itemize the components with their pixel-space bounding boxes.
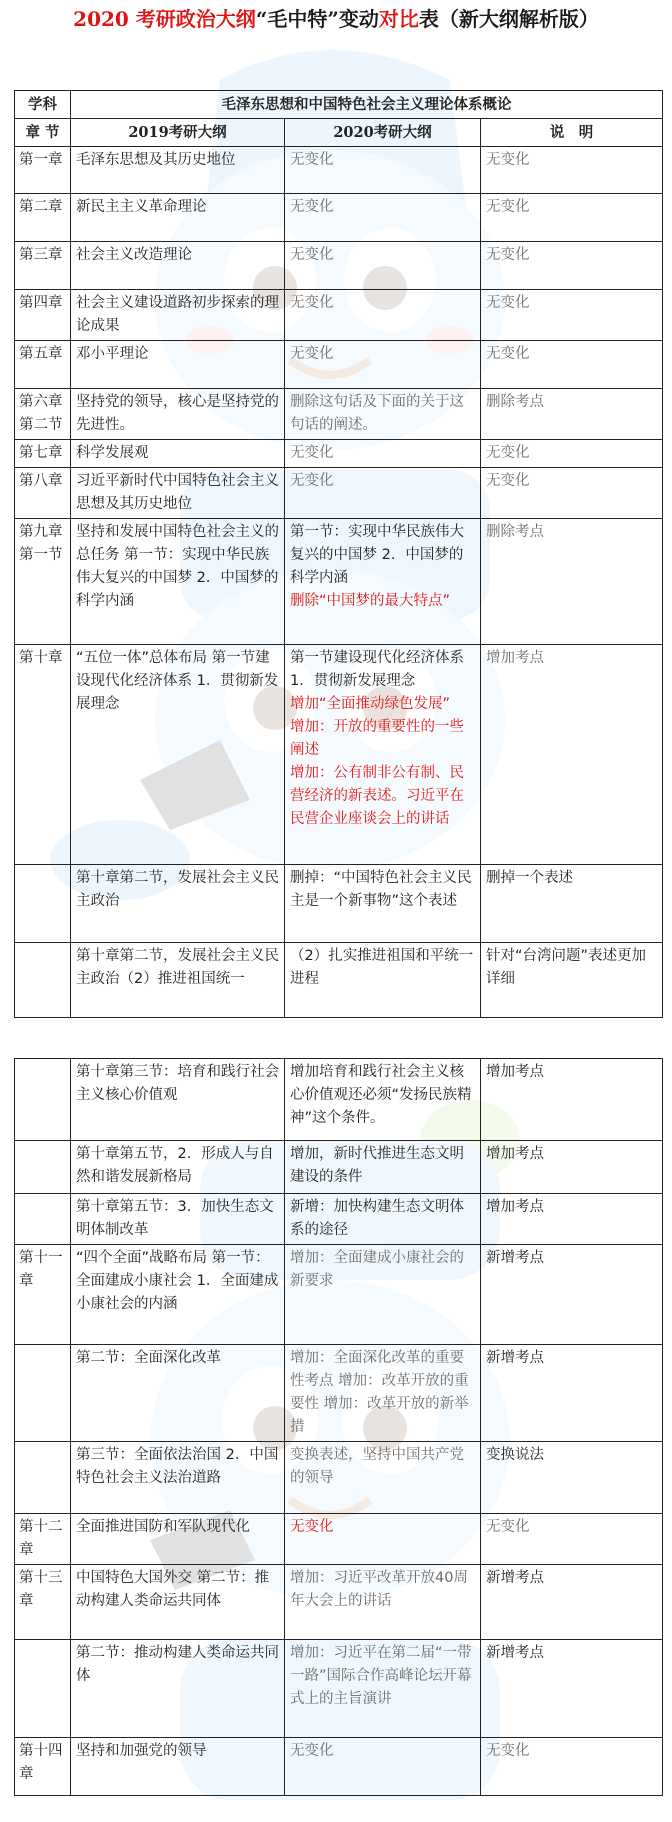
- table-row: [15, 468, 663, 519]
- outline-2020-cell: 增加：习近平在第二届“一带一路”国际合作高峰论坛开幕式上的主旨演讲: [285, 1640, 481, 1738]
- outline-2019-cell: 坚持党的领导，核心是坚持党的先进性。: [71, 389, 285, 440]
- note-cell: 增加考点: [481, 1059, 663, 1141]
- outline-2019-cell: “四个全面”战略布局 第一节：全面建成小康社会 1．全面建成小康社会的内涵: [71, 1245, 285, 1345]
- chapter-cell: 第十二章: [15, 1514, 71, 1565]
- chapter-header: 章 节: [15, 119, 71, 147]
- table-row: [15, 389, 663, 440]
- subject-row: [15, 91, 663, 119]
- note-cell: 无变化: [481, 194, 663, 242]
- outline-2020-cell: 增加：全面建成小康社会的新要求: [285, 1245, 481, 1345]
- note-cell: 无变化: [481, 242, 663, 290]
- comparison-table-2: [14, 1058, 663, 1796]
- outline-2019-cell: 第二节：全面深化改革: [71, 1345, 285, 1442]
- col-note-header: 说 明: [481, 119, 663, 147]
- note-cell: 删除考点: [481, 519, 663, 645]
- outline-2019-cell: 新民主主义革命理论: [71, 194, 285, 242]
- outline-2020-cell: 无变化: [285, 468, 481, 519]
- chapter-cell: 第十四章: [15, 1738, 71, 1796]
- outline-2019-cell: 坚持和发展中国特色社会主义的总任务 第一节：实现中华民族伟大复兴的中国梦 2．中国梦的科学内涵: [71, 519, 285, 645]
- table-row: [15, 1345, 663, 1442]
- outline-2020-cell: 无变化: [285, 1738, 481, 1796]
- chapter-cell: 第六章第二节: [15, 389, 71, 440]
- outline-2019-cell: 第三节：全面依法治国 2．中国特色社会主义法治道路: [71, 1442, 285, 1514]
- outline-2020-cell: 增加培育和践行社会主义核心价值观还必须“发扬民族精神”这个条件。: [285, 1059, 481, 1141]
- table-row: [15, 242, 663, 290]
- chapter-cell: [15, 1442, 71, 1514]
- note-cell: 新增考点: [481, 1245, 663, 1345]
- outline-2020-cell: 无变化: [285, 1514, 481, 1565]
- chapter-cell: [15, 865, 71, 943]
- outline-2020-cell: （2）扎实推进祖国和平统一进程: [285, 943, 481, 1018]
- outline-2019-cell: 毛泽东思想及其历史地位: [71, 147, 285, 194]
- chapter-cell: 第十一章: [15, 1245, 71, 1345]
- table-row: [15, 341, 663, 389]
- chapter-cell: [15, 1345, 71, 1442]
- title-part-2: “毛中特”: [255, 7, 339, 31]
- outline-2019-cell: 邓小平理论: [71, 341, 285, 389]
- outline-2020-text: 第一节建设现代化经济体系 1．贯彻新发展理念: [290, 650, 464, 689]
- outline-2020-cell: 无变化: [285, 290, 481, 341]
- table-row: [15, 1442, 663, 1514]
- chapter-cell: 第九章第一节: [15, 519, 71, 645]
- header-row: [15, 119, 663, 147]
- subject-value: 毛泽东思想和中国特色社会主义理论体系概论: [71, 91, 663, 119]
- chapter-cell: 第二章: [15, 194, 71, 242]
- chapter-cell: [15, 1194, 71, 1245]
- outline-2020-red-text: 增加：公有制非公有制、民营经济的新表述。习近平在民营企业座谈会上的讲话: [290, 765, 464, 827]
- table-row: [15, 1059, 663, 1141]
- chapter-cell: 第十三章: [15, 1565, 71, 1640]
- note-cell: 新增考点: [481, 1565, 663, 1640]
- note-cell: 删掉一个表述: [481, 865, 663, 943]
- chapter-cell: 第七章: [15, 440, 71, 468]
- table-row: [15, 440, 663, 468]
- chapter-cell: 第一章: [15, 147, 71, 194]
- note-cell: 无变化: [481, 341, 663, 389]
- outline-2020-cell: 删除这句话及下面的关于这句话的阐述。: [285, 389, 481, 440]
- outline-2020-text: 第一节：实现中华民族伟大复兴的中国梦 2．中国梦的科学内涵: [290, 524, 464, 586]
- chapter-cell: 第八章: [15, 468, 71, 519]
- note-cell: 增加考点: [481, 645, 663, 865]
- chapter-cell: [15, 1141, 71, 1194]
- outline-2019-cell: 第十章第二节，发展社会主义民主政治（2）推进祖国统一: [71, 943, 285, 1018]
- title-part-3: 变动: [338, 7, 379, 31]
- outline-2020-cell: 增加：全面深化改革的重要性考点 增加：改革开放的重要性 增加：改革开放的新举措: [285, 1345, 481, 1442]
- chapter-cell: [15, 1059, 71, 1141]
- note-cell: 无变化: [481, 440, 663, 468]
- note-cell: 无变化: [481, 147, 663, 194]
- outline-2019-cell: 社会主义建设道路初步探索的理论成果: [71, 290, 285, 341]
- note-cell: 新增考点: [481, 1640, 663, 1738]
- table-row: [15, 1141, 663, 1194]
- note-cell: 删除考点: [481, 389, 663, 440]
- table-row: [15, 1245, 663, 1345]
- outline-2020-red-text: 增加“全面推动绿色发展”: [290, 696, 451, 712]
- outline-2020-red-text: 增加：开放的重要性的一些阐述: [290, 719, 464, 758]
- title-part-5: 表（新大纲解析版）: [418, 7, 599, 31]
- chapter-cell: 第四章: [15, 290, 71, 341]
- note-cell: 无变化: [481, 1738, 663, 1796]
- table-row: [15, 1738, 663, 1796]
- outline-2019-cell: 全面推进国防和军队现代化: [71, 1514, 285, 1565]
- outline-2020-cell: 无变化: [285, 147, 481, 194]
- outline-2020-red-text: 删除“中国梦的最大特点”: [290, 593, 451, 609]
- table-row: [15, 865, 663, 943]
- outline-2019-cell: 科学发展观: [71, 440, 285, 468]
- table-row: [15, 1565, 663, 1640]
- note-cell: 针对“台湾问题”表述更加详细: [481, 943, 663, 1018]
- col-2020-header: 2020考研大纲: [285, 119, 481, 147]
- title-part-4: 对比: [378, 7, 419, 31]
- col-2019-header: 2019考研大纲: [71, 119, 285, 147]
- note-cell: 增加考点: [481, 1141, 663, 1194]
- chapter-cell: 第十章: [15, 645, 71, 865]
- title-part-1: 2020 考研政治大纲: [73, 7, 256, 31]
- note-cell: 无变化: [481, 290, 663, 341]
- table-row: [15, 290, 663, 341]
- outline-2019-cell: 中国特色大国外交 第二节：推动构建人类命运共同体: [71, 1565, 285, 1640]
- outline-2019-cell: 习近平新时代中国特色社会主义思想及其历史地位: [71, 468, 285, 519]
- note-cell: 新增考点: [481, 1345, 663, 1442]
- chapter-cell: 第三章: [15, 242, 71, 290]
- outline-2019-cell: 第十章第五节：3．加快生态文明体制改革: [71, 1194, 285, 1245]
- outline-2020-cell: 无变化: [285, 341, 481, 389]
- outline-2019-cell: “五位一体”总体布局 第一节建设现代化经济体系 1．贯彻新发展理念: [71, 645, 285, 865]
- table-row: [15, 1194, 663, 1245]
- outline-2020-cell: [285, 645, 481, 865]
- outline-2019-cell: 第十章第三节：培育和践行社会主义核心价值观: [71, 1059, 285, 1141]
- page-title: [0, 6, 672, 32]
- table-row: [15, 1640, 663, 1738]
- outline-2019-cell: 坚持和加强党的领导: [71, 1738, 285, 1796]
- outline-2020-cell: 新增：加快构建生态文明体系的途径: [285, 1194, 481, 1245]
- chapter-cell: [15, 1640, 71, 1738]
- comparison-table-1: [14, 90, 663, 1018]
- table-row: [15, 147, 663, 194]
- table-row: [15, 519, 663, 645]
- subject-label: 学科: [15, 91, 71, 119]
- note-cell: 无变化: [481, 468, 663, 519]
- table-row: [15, 645, 663, 865]
- outline-2019-cell: 社会主义改造理论: [71, 242, 285, 290]
- table-row: [15, 1514, 663, 1565]
- note-cell: 增加考点: [481, 1194, 663, 1245]
- table-row: [15, 194, 663, 242]
- outline-2020-cell: 增加，新时代推进生态文明建设的条件: [285, 1141, 481, 1194]
- outline-2020-cell: 增加：习近平改革开放40周年大会上的讲话: [285, 1565, 481, 1640]
- outline-2020-cell: [285, 519, 481, 645]
- outline-2020-cell: 无变化: [285, 194, 481, 242]
- outline-2020-cell: 删掉：“中国特色社会主义民主是一个新事物”这个表述: [285, 865, 481, 943]
- outline-2019-cell: 第十章第五节，2．形成人与自然和谐发展新格局: [71, 1141, 285, 1194]
- outline-2020-cell: 无变化: [285, 242, 481, 290]
- note-cell: 变换说法: [481, 1442, 663, 1514]
- outline-2020-cell: 变换表述，坚持中国共产党的领导: [285, 1442, 481, 1514]
- note-cell: 无变化: [481, 1514, 663, 1565]
- table-row: [15, 943, 663, 1018]
- outline-2019-cell: 第十章第二节，发展社会主义民主政治: [71, 865, 285, 943]
- chapter-cell: [15, 943, 71, 1018]
- outline-2019-cell: 第二节：推动构建人类命运共同体: [71, 1640, 285, 1738]
- outline-2020-cell: 无变化: [285, 440, 481, 468]
- chapter-cell: 第五章: [15, 341, 71, 389]
